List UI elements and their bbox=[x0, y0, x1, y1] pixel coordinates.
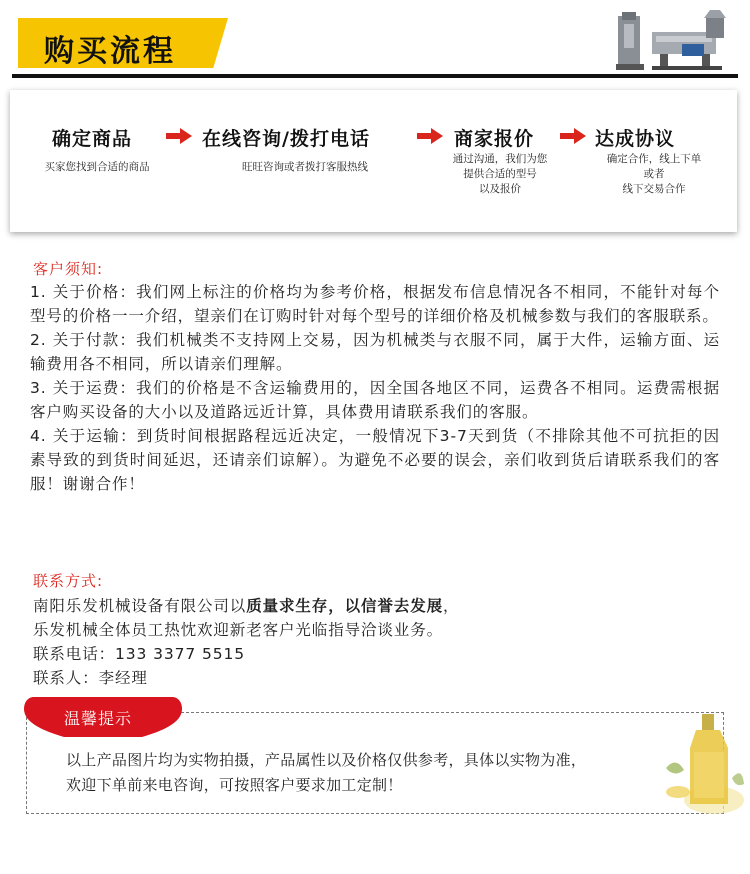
step-desc-4: 确定合作，线上下单 或者 线下交易合作 bbox=[606, 153, 702, 195]
contact-person-line: 联系人：李经理 bbox=[33, 669, 148, 687]
tips-badge-label: 温馨提示 bbox=[64, 709, 133, 728]
step-title-3: 商家报价 bbox=[454, 128, 535, 150]
contact-body bbox=[33, 594, 723, 690]
step-desc-1: 买家您找到合适的商品 bbox=[44, 161, 150, 173]
welcome-line: 乐发机械全体员工热忱欢迎新老客户光临指导洽谈业务。 bbox=[33, 621, 444, 639]
contact-title: 联系方式: bbox=[33, 572, 104, 590]
arrow-right-icon bbox=[417, 128, 443, 144]
notice-body bbox=[30, 280, 720, 496]
oil-bottle-image bbox=[662, 708, 744, 820]
page-title: 购买流程 bbox=[44, 34, 176, 69]
arrow-right-icon bbox=[166, 128, 192, 144]
phone-line: 联系电话：133 3377 5515 bbox=[33, 645, 246, 663]
notice-item-delivery: 4. 关于运输：到货时间根据路程远近决定，一般情况下3-7天到货（不排除其他不可抗拒的因素导致的到货时间延迟，还请亲们谅解）。为避免不必要的误会，亲们收到货后请联系我们的客服！谢谢合作！ bbox=[30, 427, 720, 493]
company-line: 南阳乐发机械设备有限公司以质量求生存，以信誉去发展， bbox=[33, 597, 460, 615]
step-desc-3: 通过沟通，我们为您 提供合适的型号 以及报价 bbox=[452, 153, 548, 195]
page-header bbox=[0, 0, 750, 80]
purchase-process-panel bbox=[10, 90, 737, 232]
notice-title: 客户须知: bbox=[33, 260, 104, 278]
oil-press-machine-image bbox=[616, 10, 738, 72]
step-title-1: 确定商品 bbox=[52, 128, 133, 150]
contact-person: 李经理 bbox=[98, 669, 148, 687]
step-title-4: 达成协议 bbox=[595, 128, 676, 150]
notice-item-price: 1. 关于价格：我们网上标注的价格均为参考价格，根据发布信息情况各不相同，不能针对每个型号的价格一一介绍，望亲们在订购时针对每个型号的详细价格及机械参数与我们的客服联系。 bbox=[30, 283, 720, 325]
tips-text: 以上产品图片均为实物拍摄，产品属性以及价格仅供参考，具体以实物为准， 欢迎下单前来电咨询，可按照客户要求加工定制！ bbox=[66, 751, 587, 794]
step-desc-2: 旺旺咨询或者拨打客服热线 bbox=[242, 161, 368, 173]
step-title-2: 在线咨询/拨打电话 bbox=[202, 128, 370, 150]
phone-number: 133 3377 5515 bbox=[115, 645, 246, 663]
company-slogan: 质量求生存，以信誉去发展 bbox=[246, 597, 444, 615]
notice-item-shipping-fee: 3. 关于运费：我们的价格是不含运输费用的，因全国各地区不同，运费各不相同。运费需根据客户购买设备的大小以及道路远近计算，具体费用请联系我们的客服。 bbox=[30, 379, 720, 421]
header-divider bbox=[12, 74, 738, 78]
arrow-right-icon bbox=[560, 128, 586, 144]
notice-item-payment: 2. 关于付款：我们机械类不支持网上交易，因为机械类与衣服不同，属于大件，运输方面、运输费用各不相同，所以请亲们理解。 bbox=[30, 331, 720, 373]
